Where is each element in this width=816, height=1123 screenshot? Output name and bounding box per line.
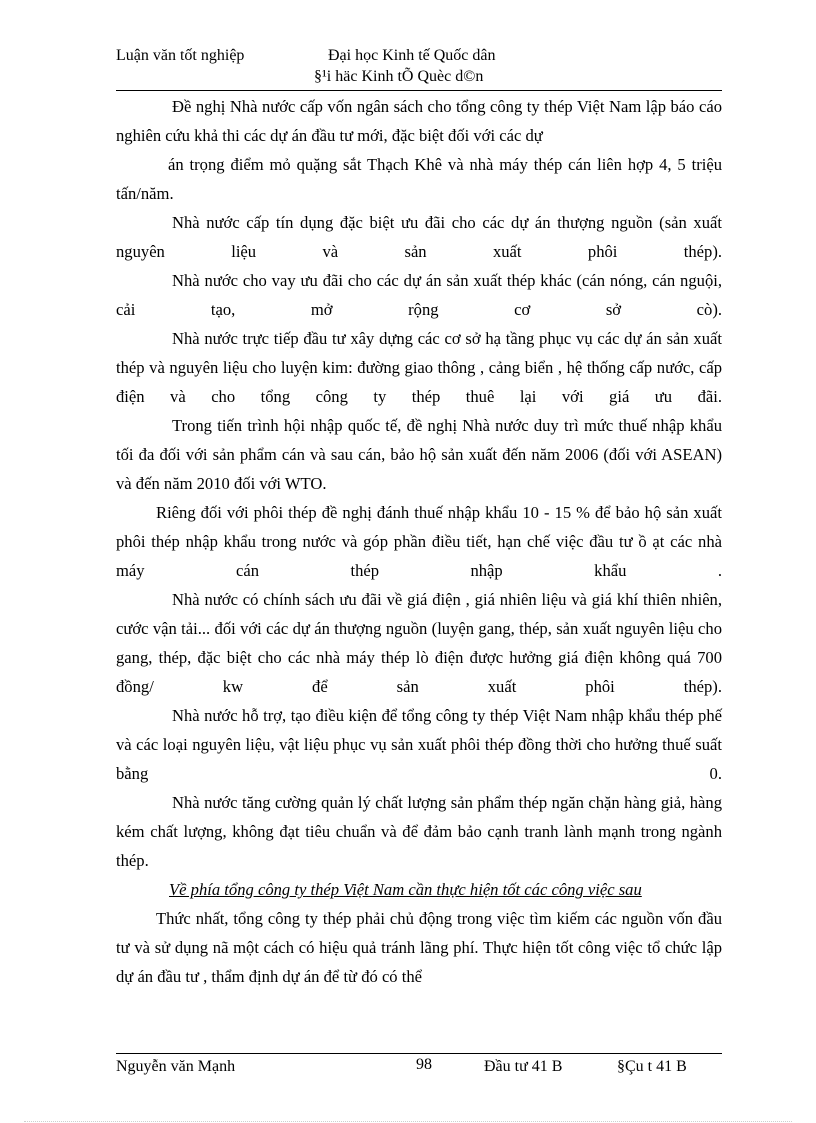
header-university-legacy-encoding: §¹i häc Kinh tÕ Quèc d©n xyxy=(314,68,484,85)
paragraph-import-tax: Trong tiến trình hội nhập quốc tế, đề nghị Nhà nước duy trì mức thuế nhập khẩu tối đa đối với sản phẩm cán và sau cán, bảo hộ sản xuất đến năm 2006 (đối với ASEAN) và đến năm 2010 đối với WTO. xyxy=(116,416,722,493)
paragraph-credit: Nhà nước cấp tín dụng đặc biệt ưu đãi cho các dự án thượng nguồn (sản xuất nguyên liệu và sản xuất phôi thép). xyxy=(116,213,722,261)
paragraph-state-budget-line1: Đề nghị Nhà nước cấp vốn ngân sách cho tổng công ty thép Việt Nam lập báo cáo nghiên cứu khả thi các dự án đầu tư mới, đặc biệt đối với các dự xyxy=(116,97,722,145)
footer-class: Đầu tư 41 B xyxy=(484,1058,563,1075)
paragraph-state-budget xyxy=(116,92,722,208)
footer-rule xyxy=(116,1053,722,1054)
paragraph-first-task: Thức nhất, tổng công ty thép phải chủ động trong việc tìm kiếm các nguồn vốn đầu tư và sử dụng nã một cách có hiệu quả tránh lãng phí. Thực hiện tốt công việc tổ chức lập dự án đầu tư , thẩm định dự án để từ đó có thể xyxy=(116,909,722,986)
document-body xyxy=(116,92,722,991)
header-rule xyxy=(116,90,722,91)
paragraph-state-budget-line2: án trọng điểm mỏ quặng sắt Thạch Khê và nhà máy thép cán liên hợp 4, 5 triệu tấn/năm. xyxy=(116,155,722,203)
section-heading: Về phía tổng công ty thép Việt Nam cần thực hiện tốt các công việc sau xyxy=(169,880,642,899)
paragraph-infrastructure: Nhà nước trực tiếp đầu tư xây dựng các cơ sở hạ tầng phục vụ các dự án sản xuất thép và nguyên liệu cho luyện kim: đường giao thông , cảng biển , hệ thống cấp nước, cấp điện và cho tổng công ty thép thuê lại với giá ưu đãi. xyxy=(116,329,722,406)
paragraph-billet-tax: Riêng đối với phôi thép đề nghị đánh thuế nhập khẩu 10 - 15 % để bảo hộ sản xuất phôi thép nhập khẩu trong nước và góp phần điều tiết, hạn chế việc đầu tư ồ ạt các nhà máy cán thép nhập khẩu . xyxy=(116,503,722,580)
footer-class-legacy-encoding: §Çu t 41 B xyxy=(617,1058,687,1075)
page-number: 98 xyxy=(416,1056,432,1073)
paragraph-quality-control: Nhà nước tăng cường quản lý chất lượng sản phẩm thép ngăn chặn hàng giả, hàng kém chất lượng, không đạt tiêu chuẩn và để đảm bảo cạnh tranh lành mạnh trong ngành thép. xyxy=(116,793,722,870)
footer-author: Nguyễn văn Mạnh xyxy=(116,1058,236,1075)
paragraph-scrap-import: Nhà nước hỗ trợ, tạo điều kiện để tổng công ty thép Việt Nam nhập khẩu thép phế và các loại nguyên liệu, vật liệu phục vụ sản xuất phôi thép đồng thời cho hưởng thuế suất bằng 0. xyxy=(116,706,722,783)
paragraph-loans: Nhà nước cho vay ưu đãi cho các dự án sản xuất thép khác (cán nóng, cán nguội, cải tạo, mở rộng cơ sở cò). xyxy=(116,271,722,319)
header-university: Đại học Kinh tế Quốc dân xyxy=(328,47,496,64)
page-edge-divider xyxy=(24,1121,792,1122)
paragraph-energy-pricing: Nhà nước có chính sách ưu đãi về giá điện , giá nhiên liệu và giá khí thiên nhiên, cước vận tải... đối với các dự án thượng nguồn (luyện gang, thép, sản xuất nguyên liệu cho gang, thép, đặc biệt cho các nhà máy thép lò điện được hưởng giá điện không quá 700 đồng/ kw để sản xuất phôi thép). xyxy=(116,590,722,696)
header-thesis-label: Luận văn tốt nghiệp xyxy=(116,47,245,64)
